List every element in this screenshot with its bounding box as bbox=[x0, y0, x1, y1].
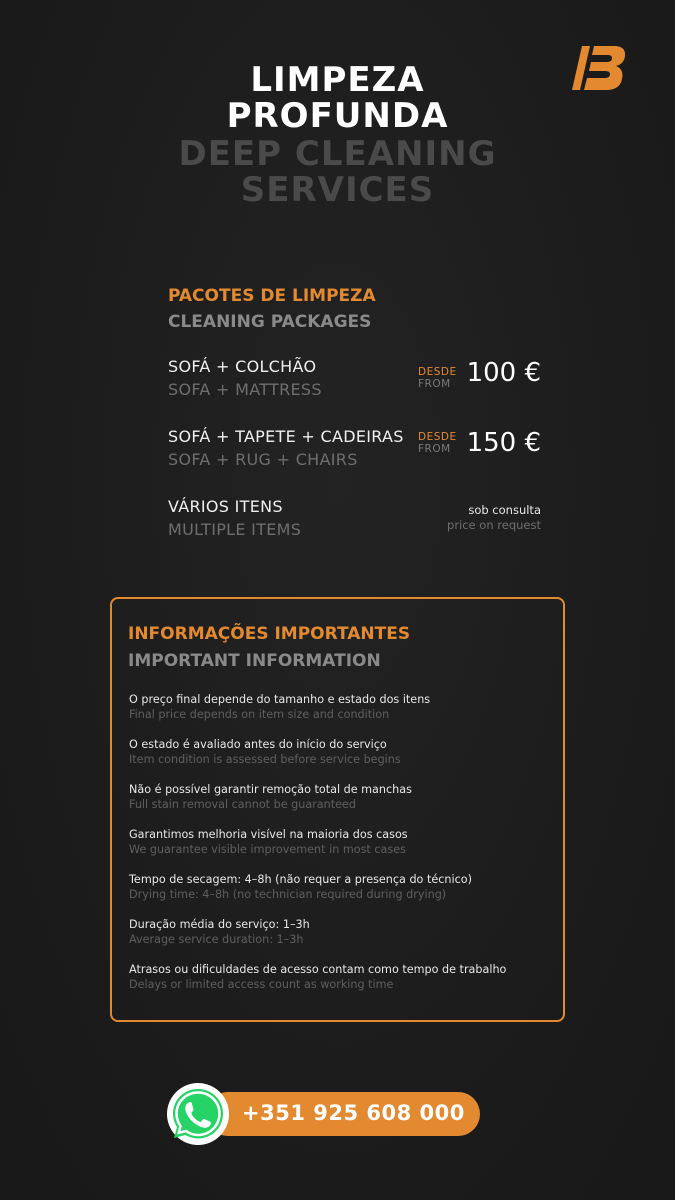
package-1-name-pt: SOFÁ + COLCHÃO bbox=[168, 357, 317, 376]
package-2-from-en: FROM bbox=[418, 443, 451, 455]
info-item-en: Final price depends on item size and condition bbox=[129, 708, 390, 721]
info-heading-en: IMPORTANT INFORMATION bbox=[128, 651, 381, 671]
whatsapp-icon[interactable] bbox=[166, 1082, 230, 1146]
info-item-pt: Duração média do serviço: 1–3h bbox=[129, 918, 310, 931]
info-item-en: Item condition is assessed before service begins bbox=[129, 753, 401, 766]
info-item-en: Average service duration: 1–3h bbox=[129, 933, 304, 946]
info-list bbox=[129, 692, 549, 1007]
info-item-pt: Tempo de secagem: 4–8h (não requer a presença do técnico) bbox=[129, 873, 472, 886]
info-item-en: We guarantee visible improvement in most cases bbox=[129, 843, 406, 856]
package-1-from-pt: DESDE bbox=[418, 366, 457, 378]
info-item-pt: O estado é avaliado antes do início do serviço bbox=[129, 738, 387, 751]
info-item-en: Delays or limited access count as working time bbox=[129, 978, 394, 991]
packages-heading-pt: PACOTES DE LIMPEZA bbox=[168, 286, 376, 306]
important-info-box bbox=[110, 597, 565, 1022]
package-3-note-en: price on request bbox=[447, 518, 541, 532]
package-1-name-en: SOFA + MATTRESS bbox=[168, 380, 322, 399]
info-item-pt: Não é possível garantir remoção total de manchas bbox=[129, 783, 412, 796]
info-item bbox=[129, 737, 549, 782]
package-1-from-en: FROM bbox=[418, 378, 451, 390]
info-item-pt: Garantimos melhoria visível na maioria dos casos bbox=[129, 828, 408, 841]
info-item bbox=[129, 692, 549, 737]
package-3-name-en: MULTIPLE ITEMS bbox=[168, 520, 302, 539]
whatsapp-contact-button[interactable] bbox=[206, 1092, 480, 1136]
info-item bbox=[129, 872, 549, 917]
info-heading-pt: INFORMAÇÕES IMPORTANTES bbox=[128, 624, 411, 644]
title-en-line2: SERVICES bbox=[240, 170, 435, 210]
info-item bbox=[129, 917, 549, 962]
phone-number[interactable]: +351 925 608 000 bbox=[242, 1101, 465, 1125]
info-item-pt: Atrasos ou dificuldades de acesso contam como tempo de trabalho bbox=[129, 963, 507, 976]
package-1-price: 100 € bbox=[466, 358, 541, 388]
package-2-name-pt: SOFÁ + TAPETE + CADEIRAS bbox=[168, 427, 404, 446]
title-pt-line2: PROFUNDA bbox=[226, 96, 449, 136]
package-2-name-en: SOFA + RUG + CHAIRS bbox=[168, 450, 358, 469]
package-3-name-pt: VÁRIOS ITENS bbox=[168, 497, 283, 516]
package-3-note-pt: sob consulta bbox=[468, 503, 541, 517]
info-item bbox=[129, 827, 549, 872]
title-en-line1: DEEP CLEANING bbox=[178, 134, 497, 174]
info-item-en: Full stain removal cannot be guaranteed bbox=[129, 798, 356, 811]
package-2-price: 150 € bbox=[466, 428, 541, 458]
info-item bbox=[129, 962, 549, 1007]
info-item-en: Drying time: 4–8h (no technician required during drying) bbox=[129, 888, 447, 901]
info-item-pt: O preço final depende do tamanho e estado dos itens bbox=[129, 693, 431, 706]
packages-heading-en: CLEANING PACKAGES bbox=[168, 312, 372, 332]
title-pt-line1: LIMPEZA bbox=[250, 60, 425, 100]
package-2-from-pt: DESDE bbox=[418, 431, 457, 443]
info-item bbox=[129, 782, 549, 827]
